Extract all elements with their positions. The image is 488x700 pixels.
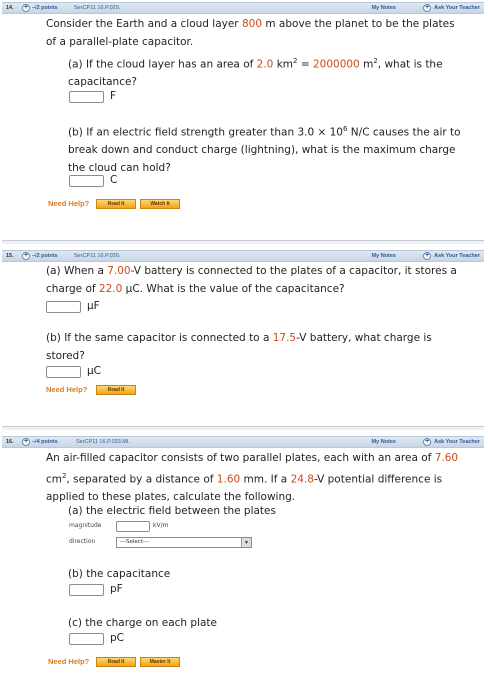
dropdown-arrow-icon: ▾ bbox=[241, 538, 251, 547]
question-number: 14. bbox=[6, 5, 14, 11]
my-notes-link[interactable]: My Notes bbox=[371, 5, 396, 11]
need-help-label: Need Help? bbox=[46, 385, 88, 394]
question-14-part-a: (a) If the cloud layer has an area of 2.0 $km^2 = 2000000$ $m^2$, what is the capacitance? bbox=[68, 57, 443, 88]
question-15-header bbox=[2, 250, 484, 262]
points-label: –/4 points bbox=[32, 439, 58, 445]
question-code: SerCP11 16.P.029. bbox=[74, 5, 121, 11]
divider bbox=[2, 426, 484, 430]
question-14-intro: Consider the Earth and a cloud layer 800 m above the planet to be the plates of a parallel-plate capacitor. bbox=[46, 18, 455, 48]
unit-label: F bbox=[110, 90, 117, 102]
unit-label: C bbox=[110, 174, 118, 186]
question-15-part-b: (b) If the same capacitor is connected to a 17.5-V battery, what charge is stored? bbox=[46, 332, 432, 362]
read-it-button[interactable]: Read It bbox=[96, 199, 136, 209]
unit-label: µC bbox=[87, 365, 102, 377]
capacitance-answer-input[interactable] bbox=[69, 584, 104, 596]
my-notes-link[interactable]: My Notes bbox=[371, 439, 396, 445]
question-14-part-b: (b) If an electric field strength greater than $3.0 \times 10^6$ N/C causes the air to break down and conduct charge (lightning), what is the maximum charge the cloud can hold? bbox=[68, 125, 461, 174]
unit-label: pF bbox=[110, 583, 123, 595]
question-16-header bbox=[2, 436, 484, 448]
points-label: –/2 points bbox=[32, 5, 58, 11]
ask-teacher-label: Ask Your Teacher bbox=[434, 253, 480, 259]
magnitude-label: magnitude bbox=[69, 522, 102, 529]
question-code: SerCP11 16.P.033.MI. bbox=[76, 439, 130, 445]
unit-label: pC bbox=[110, 632, 124, 644]
question-16-part-b: (b) the capacitance bbox=[68, 568, 171, 580]
plus-circle-icon[interactable]: + bbox=[23, 438, 29, 445]
capacitance-answer-input[interactable] bbox=[69, 91, 104, 103]
question-16-part-a: (a) the electric field between the plates bbox=[68, 505, 276, 517]
question-16-part-c: (c) the charge on each plate bbox=[68, 617, 217, 629]
question-16-intro: An air-filled capacitor consists of two parallel plates, each with an area of 7.60 $cm^2$, separated by a distance of 1.60 mm. If a 24.8-V potential difference is applied to these plates, calculate the following. bbox=[46, 452, 459, 503]
plus-circle-icon[interactable]: + bbox=[23, 252, 29, 259]
ask-teacher-link[interactable] bbox=[423, 3, 480, 13]
direction-selected-value: ---Select--- bbox=[120, 539, 149, 545]
magnitude-answer-input[interactable] bbox=[116, 521, 150, 532]
charge-answer-input[interactable] bbox=[69, 175, 104, 187]
ask-teacher-link[interactable] bbox=[423, 251, 480, 261]
my-notes-link[interactable]: My Notes bbox=[371, 253, 396, 259]
plus-circle-icon: + bbox=[425, 251, 430, 259]
question-number: 15. bbox=[6, 253, 14, 259]
ask-teacher-link[interactable] bbox=[423, 437, 480, 447]
ask-teacher-label: Ask Your Teacher bbox=[434, 439, 480, 445]
need-help-label: Need Help? bbox=[48, 657, 90, 666]
unit-label: kV/m bbox=[153, 522, 169, 529]
plus-circle-icon[interactable]: + bbox=[23, 4, 29, 11]
charge-answer-input[interactable] bbox=[46, 366, 81, 378]
direction-select[interactable] bbox=[116, 537, 252, 548]
question-number: 16. bbox=[6, 439, 14, 445]
plus-circle-icon: + bbox=[425, 437, 430, 445]
watch-it-button[interactable]: Watch It bbox=[140, 199, 180, 209]
master-it-button[interactable]: Master It bbox=[140, 657, 180, 667]
plus-circle-icon: + bbox=[425, 3, 430, 11]
unit-label: µF bbox=[87, 300, 100, 312]
direction-label: direction bbox=[69, 538, 96, 545]
divider bbox=[2, 240, 484, 244]
read-it-button[interactable]: Read It bbox=[96, 657, 136, 667]
read-it-button[interactable]: Read It bbox=[96, 385, 136, 395]
question-14-header bbox=[2, 2, 484, 14]
points-label: –/2 points bbox=[32, 253, 58, 259]
need-help-label: Need Help? bbox=[48, 199, 90, 208]
question-code: SerCP11 16.P.030. bbox=[74, 253, 121, 259]
question-15-part-a: (a) When a 7.00-V battery is connected to the plates of a capacitor, it stores a charge of 22.0 µC. What is the value of the capacitance? bbox=[46, 265, 457, 295]
ask-teacher-label: Ask Your Teacher bbox=[434, 5, 480, 11]
capacitance-answer-input[interactable] bbox=[46, 301, 81, 313]
charge-answer-input[interactable] bbox=[69, 633, 104, 645]
